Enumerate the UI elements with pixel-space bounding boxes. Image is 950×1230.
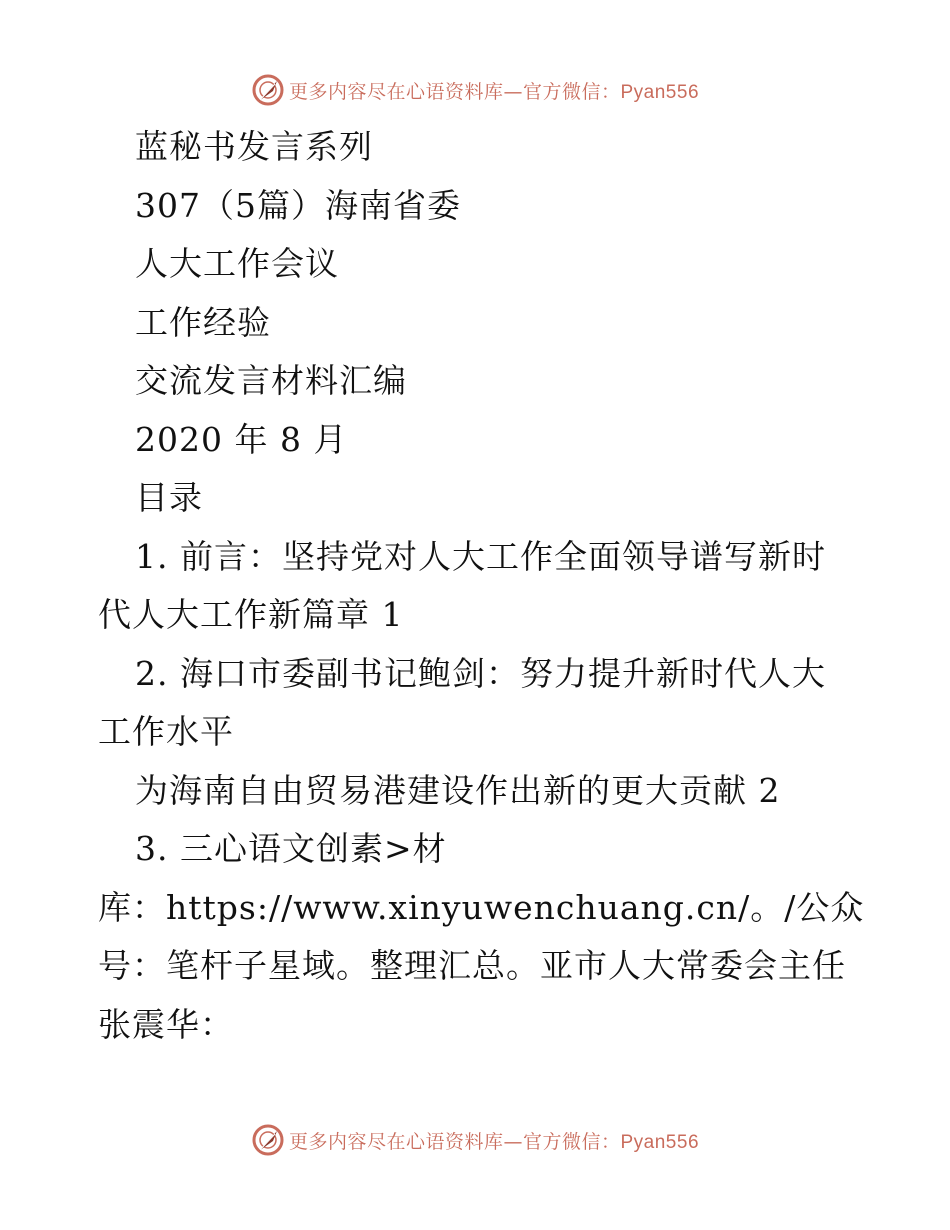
toc-entry-1-cont: 代人大工作新篇章 1: [98, 595, 404, 634]
toc-entry-3-cont: 张震华：: [98, 1004, 234, 1044]
quill-pen-logo-icon: [251, 1123, 285, 1157]
toc-entry-1: 1. 前言：坚持党对人大工作全面领导谱写新时: [135, 536, 826, 576]
date-line: 2020 年 8 月: [135, 419, 348, 459]
quill-pen-logo-icon: [251, 73, 285, 107]
watermark-text: 更多内容尽在心语资料库—官方微信：Pyan556: [288, 80, 700, 103]
toc-entry-2-cont: 为海南自由贸易港建设作出新的更大贡献 2: [135, 770, 781, 810]
issue-title: 307（5篇）海南省委: [135, 185, 461, 225]
toc-entry-3-cont: 库：https://www.xinyuwenchuang.cn/。/公众: [98, 887, 865, 927]
toc-entry-3-cont: 号：笔杆子星域。整理汇总。亚市人大常委会主任: [98, 946, 846, 985]
toc-entry-2-cont: 工作水平: [98, 712, 234, 751]
toc-entry-2: 2. 海口市委副书记鲍剑：努力提升新时代人大: [135, 653, 826, 693]
title-line: 交流发言材料汇编: [135, 361, 407, 400]
watermark-text: 更多内容尽在心语资料库—官方微信：Pyan556: [288, 1130, 700, 1153]
footer-watermark: [0, 1120, 950, 1160]
series-title: 蓝秘书发言系列: [135, 127, 373, 166]
toc-heading: 目录: [135, 478, 203, 517]
title-line: 人大工作会议: [135, 244, 339, 283]
toc-entry-3: 3. 三心语文创素>材: [135, 829, 447, 868]
title-line: 工作经验: [135, 302, 271, 342]
header-watermark: [0, 70, 950, 110]
document-body: [98, 118, 865, 1054]
